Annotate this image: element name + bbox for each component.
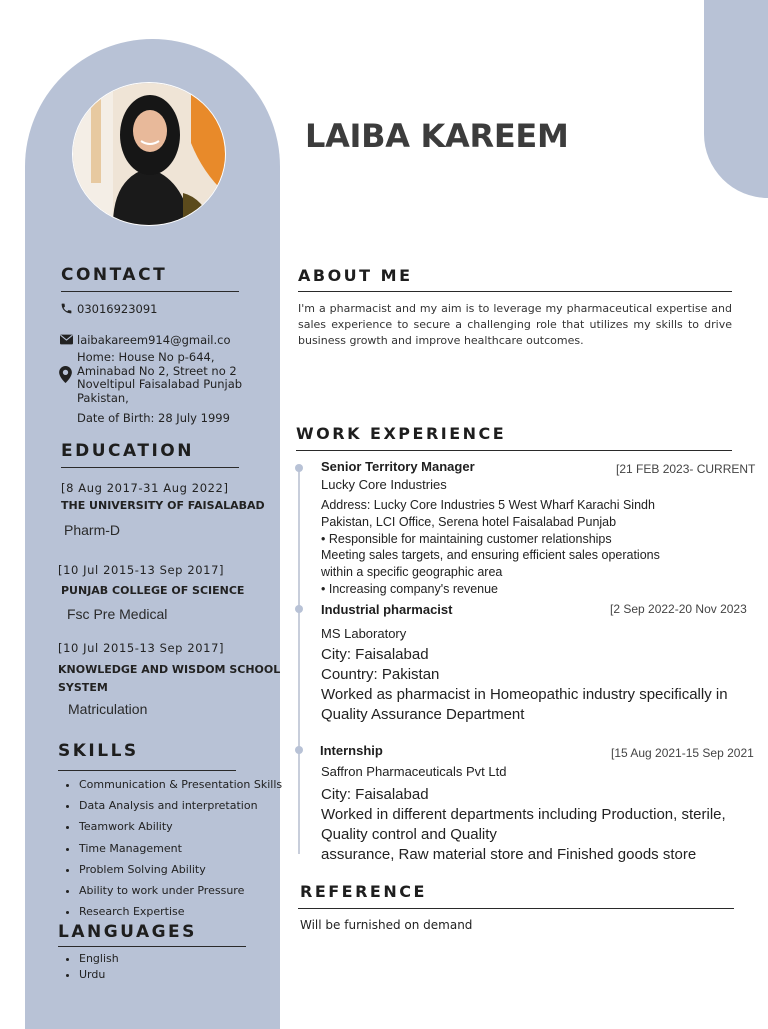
job-date: [15 Aug 2021-15 Sep 2021 [611,746,754,760]
job-company: Saffron Pharmaceuticals Pvt Ltd [321,764,507,779]
job-date: [21 FEB 2023- CURRENT [616,462,756,476]
timeline-dot [295,746,303,754]
education-degree: Fsc Pre Medical [67,606,168,622]
contact-address [77,351,242,405]
education-date: [10 Jul 2015-13 Sep 2017] [58,641,225,655]
education-degree: Pharm-D [64,522,121,538]
languages-divider [58,946,246,947]
profile-photo [72,82,226,226]
skills-list [61,777,309,925]
email-icon [60,334,73,345]
job-detail-line: Pakistan, LCI Office, Serena hotel Faisalabad Punjab [321,514,617,529]
candidate-name: LAIBA KAREEM [305,117,569,155]
job-detail-line: Worked in different departments including Production, sterile, [321,806,726,823]
timeline-dot [295,464,303,472]
education-date: [10 Jul 2015-13 Sep 2017] [58,563,225,577]
skill-item: • Problem Solving Ability [79,862,309,883]
job-detail-line: Quality Assurance Department [321,706,525,723]
skill-item: • Data Analysis and interpretation [79,798,309,819]
address-line: Pakistan, [77,390,129,405]
education-degree: Matriculation [68,701,148,717]
date-of-birth: Date of Birth: 28 July 1999 [77,411,230,425]
corner-decoration [704,0,768,198]
skill-item: • Teamwork Ability [79,819,309,840]
job-detail-line: Country: Pakistan [321,666,440,683]
reference-text: Will be furnished on demand [300,918,473,932]
job-detail-line: City: Faisalabad [321,786,429,803]
phone-icon [60,302,73,315]
job-detail-line: City: Faisalabad [321,646,429,663]
reference-heading: REFERENCE [300,882,427,901]
job-detail-line: Meeting sales targets, and ensuring efficient sales operations [321,548,660,563]
skills-heading: SKILLS [58,741,139,761]
contact-heading: CONTACT [61,265,168,285]
job-detail-line: Quality control and Quality [321,826,497,843]
job-detail-line: Worked as pharmacist in Homeopathic industry specifically in [321,686,728,703]
education-school: THE UNIVERSITY OF FAISALABAD [61,499,265,512]
school-line: KNOWLEDGE AND WISDOM SCHOOL [58,663,281,676]
job-title: Senior Territory Manager [321,459,475,474]
job-detail-line: Address: Lucky Core Industries 5 West Wharf Karachi Sindh [321,498,655,512]
education-date: [8 Aug 2017-31 Aug 2022] [61,481,229,495]
job-details [321,785,726,865]
language-item: • English [79,951,119,967]
job-detail-line: assurance, Raw material store and Finished goods store [321,846,697,863]
address-line: Noveltipul Faisalabad Punjab [77,377,243,391]
languages-heading: LANGUAGES [58,922,197,942]
education-school: PUNJAB COLLEGE OF SCIENCE [61,584,245,597]
job-detail-line: within a specific geographic area [321,565,503,580]
education-divider [61,467,239,468]
languages-list [61,951,119,983]
skill-item: • Time Management [79,841,309,862]
job-detail-line: • Increasing company's revenue [321,581,498,596]
skill-item: • Research Expertise [79,904,309,925]
address-line: Aminabad No 2, Street no 2 [77,363,237,378]
contact-email: laibakareem914@gmail.co [77,333,231,347]
job-company: Lucky Core Industries [321,477,447,492]
timeline-dot [295,605,303,613]
job-date: [2 Sep 2022-20 Nov 2023 [610,602,747,616]
job-detail-line: • Responsible for maintaining customer relationships [321,531,612,546]
skill-item: • Ability to work under Pressure [79,883,309,904]
skill-item: • Communication & Presentation Skills [79,777,309,798]
contact-phone: 03016923091 [77,302,158,316]
job-details [321,645,728,725]
address-line: Home: House No p-644, [77,350,215,364]
reference-divider [298,908,734,909]
contact-divider [61,291,239,292]
job-title: Industrial pharmacist [321,602,453,617]
job-company: MS Laboratory [321,626,407,641]
education-school [58,661,280,697]
about-divider [298,291,732,292]
about-text: I'm a pharmacist and my aim is to leverage my pharmaceutical expertise and sales experience to secure a challenging role that utilizes my skills to drive business growth and improve healthcare outcomes. [298,302,732,347]
location-pin-icon [59,366,72,383]
job-details [321,497,660,598]
language-item: • Urdu [79,967,119,983]
work-heading: WORK EXPERIENCE [296,424,507,443]
school-line: SYSTEM [58,681,108,694]
job-title: Internship [320,743,383,758]
work-divider [296,450,732,451]
education-heading: EDUCATION [61,441,194,461]
skills-divider [58,770,236,771]
timeline-line [298,466,300,854]
about-heading: ABOUT ME [298,266,413,285]
